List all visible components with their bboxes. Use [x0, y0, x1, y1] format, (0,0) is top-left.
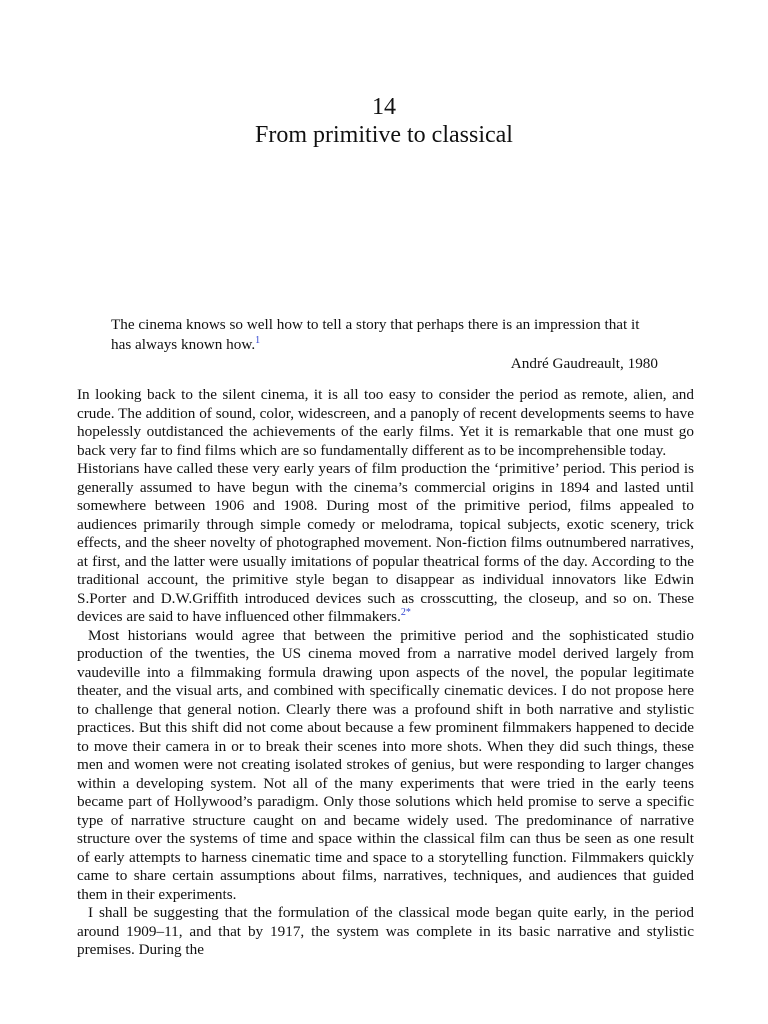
paragraph-2-text: Historians have called these very early years of film production the ‘primitive’ period. This period is generally assumed to have begun with the cinema’s commercial origins in 1894 and lasted until somewhere between 1906 and 1908. During most of the primitive period, films appealed to audiences primarily through simple comedy or melodrama, topical subjects, exotic scenery, trick effects, and the sheer novelty of photographed movement. Non-fiction films outnumbered narratives, at first, and the latter were usually imitations of popular theatrical forms of the day. According to the traditional account, the primitive style began to disappear as individual innovators like Edwin S.Porter and D.W.Griffith introduced devices such as crosscutting, the closeup, and so on. These devices are said to have influenced other filmmakers. [77, 460, 694, 625]
footnote-ref-1[interactable]: 1 [255, 334, 261, 346]
epigraph-attribution: André Gaudreault, 1980 [510, 355, 658, 372]
body-text [77, 386, 694, 960]
epigraph-quote-text: The cinema knows so well how to tell a story that perhaps there is an impression that it has always known how. [111, 316, 640, 353]
chapter-title: From primitive to classical [255, 122, 513, 148]
epigraph-quote [111, 315, 661, 354]
epigraph [111, 315, 661, 374]
chapter-number: 14 [372, 94, 396, 120]
paragraph-2 [77, 460, 694, 627]
paragraph-4: I shall be suggesting that the formulation of the classical mode began quite early, in the period around 1909–11, and that by 1917, the system was complete in its basic narrative and stylistic premises. During the [77, 904, 694, 958]
footnote-ref-2[interactable]: 2* [400, 607, 411, 618]
paragraph-1: In looking back to the silent cinema, it is all too easy to consider the period as remote, alien, and crude. The addition of sound, color, widescreen, and a panoply of recent developments seems to have hopelessly outdistanced the achievements of the early films. Yet it is remarkable that one must go back very far to find films which are so fundamentally different as to be incomprehensible today. [77, 386, 694, 459]
paragraph-3: Most historians would agree that between the primitive period and the sophisticated studio production of the twenties, the US cinema moved from a narrative model derived largely from vaudeville into a filmmaking formula drawing upon aspects of the novel, the popular legitimate theater, and the visual arts, and combined with specifically cinematic devices. I do not propose here to challenge that general notion. Clearly there was a profound shift in both narrative and stylistic practices. But this shift did not come about because a few prominent filmmakers happened to decide to move their camera in or to break their scenes into more shots. When they did such things, these men and women were not creating isolated strokes of genius, but were responding to larger changes within a developing system. Not all of the many experiments that were tried in the early teens became part of Hollywood’s paradigm. Only those solutions which held promise to serve a specific type of narrative structure caught on and became widely used. The predominance of narrative structure over the systems of time and space within the classical film can thus be seen as one result of early attempts to harness cinematic time and space to a storytelling function. Filmmakers quickly came to share certain assumptions about films, narratives, techniques, and audiences that guided them in their experiments. [77, 626, 694, 903]
